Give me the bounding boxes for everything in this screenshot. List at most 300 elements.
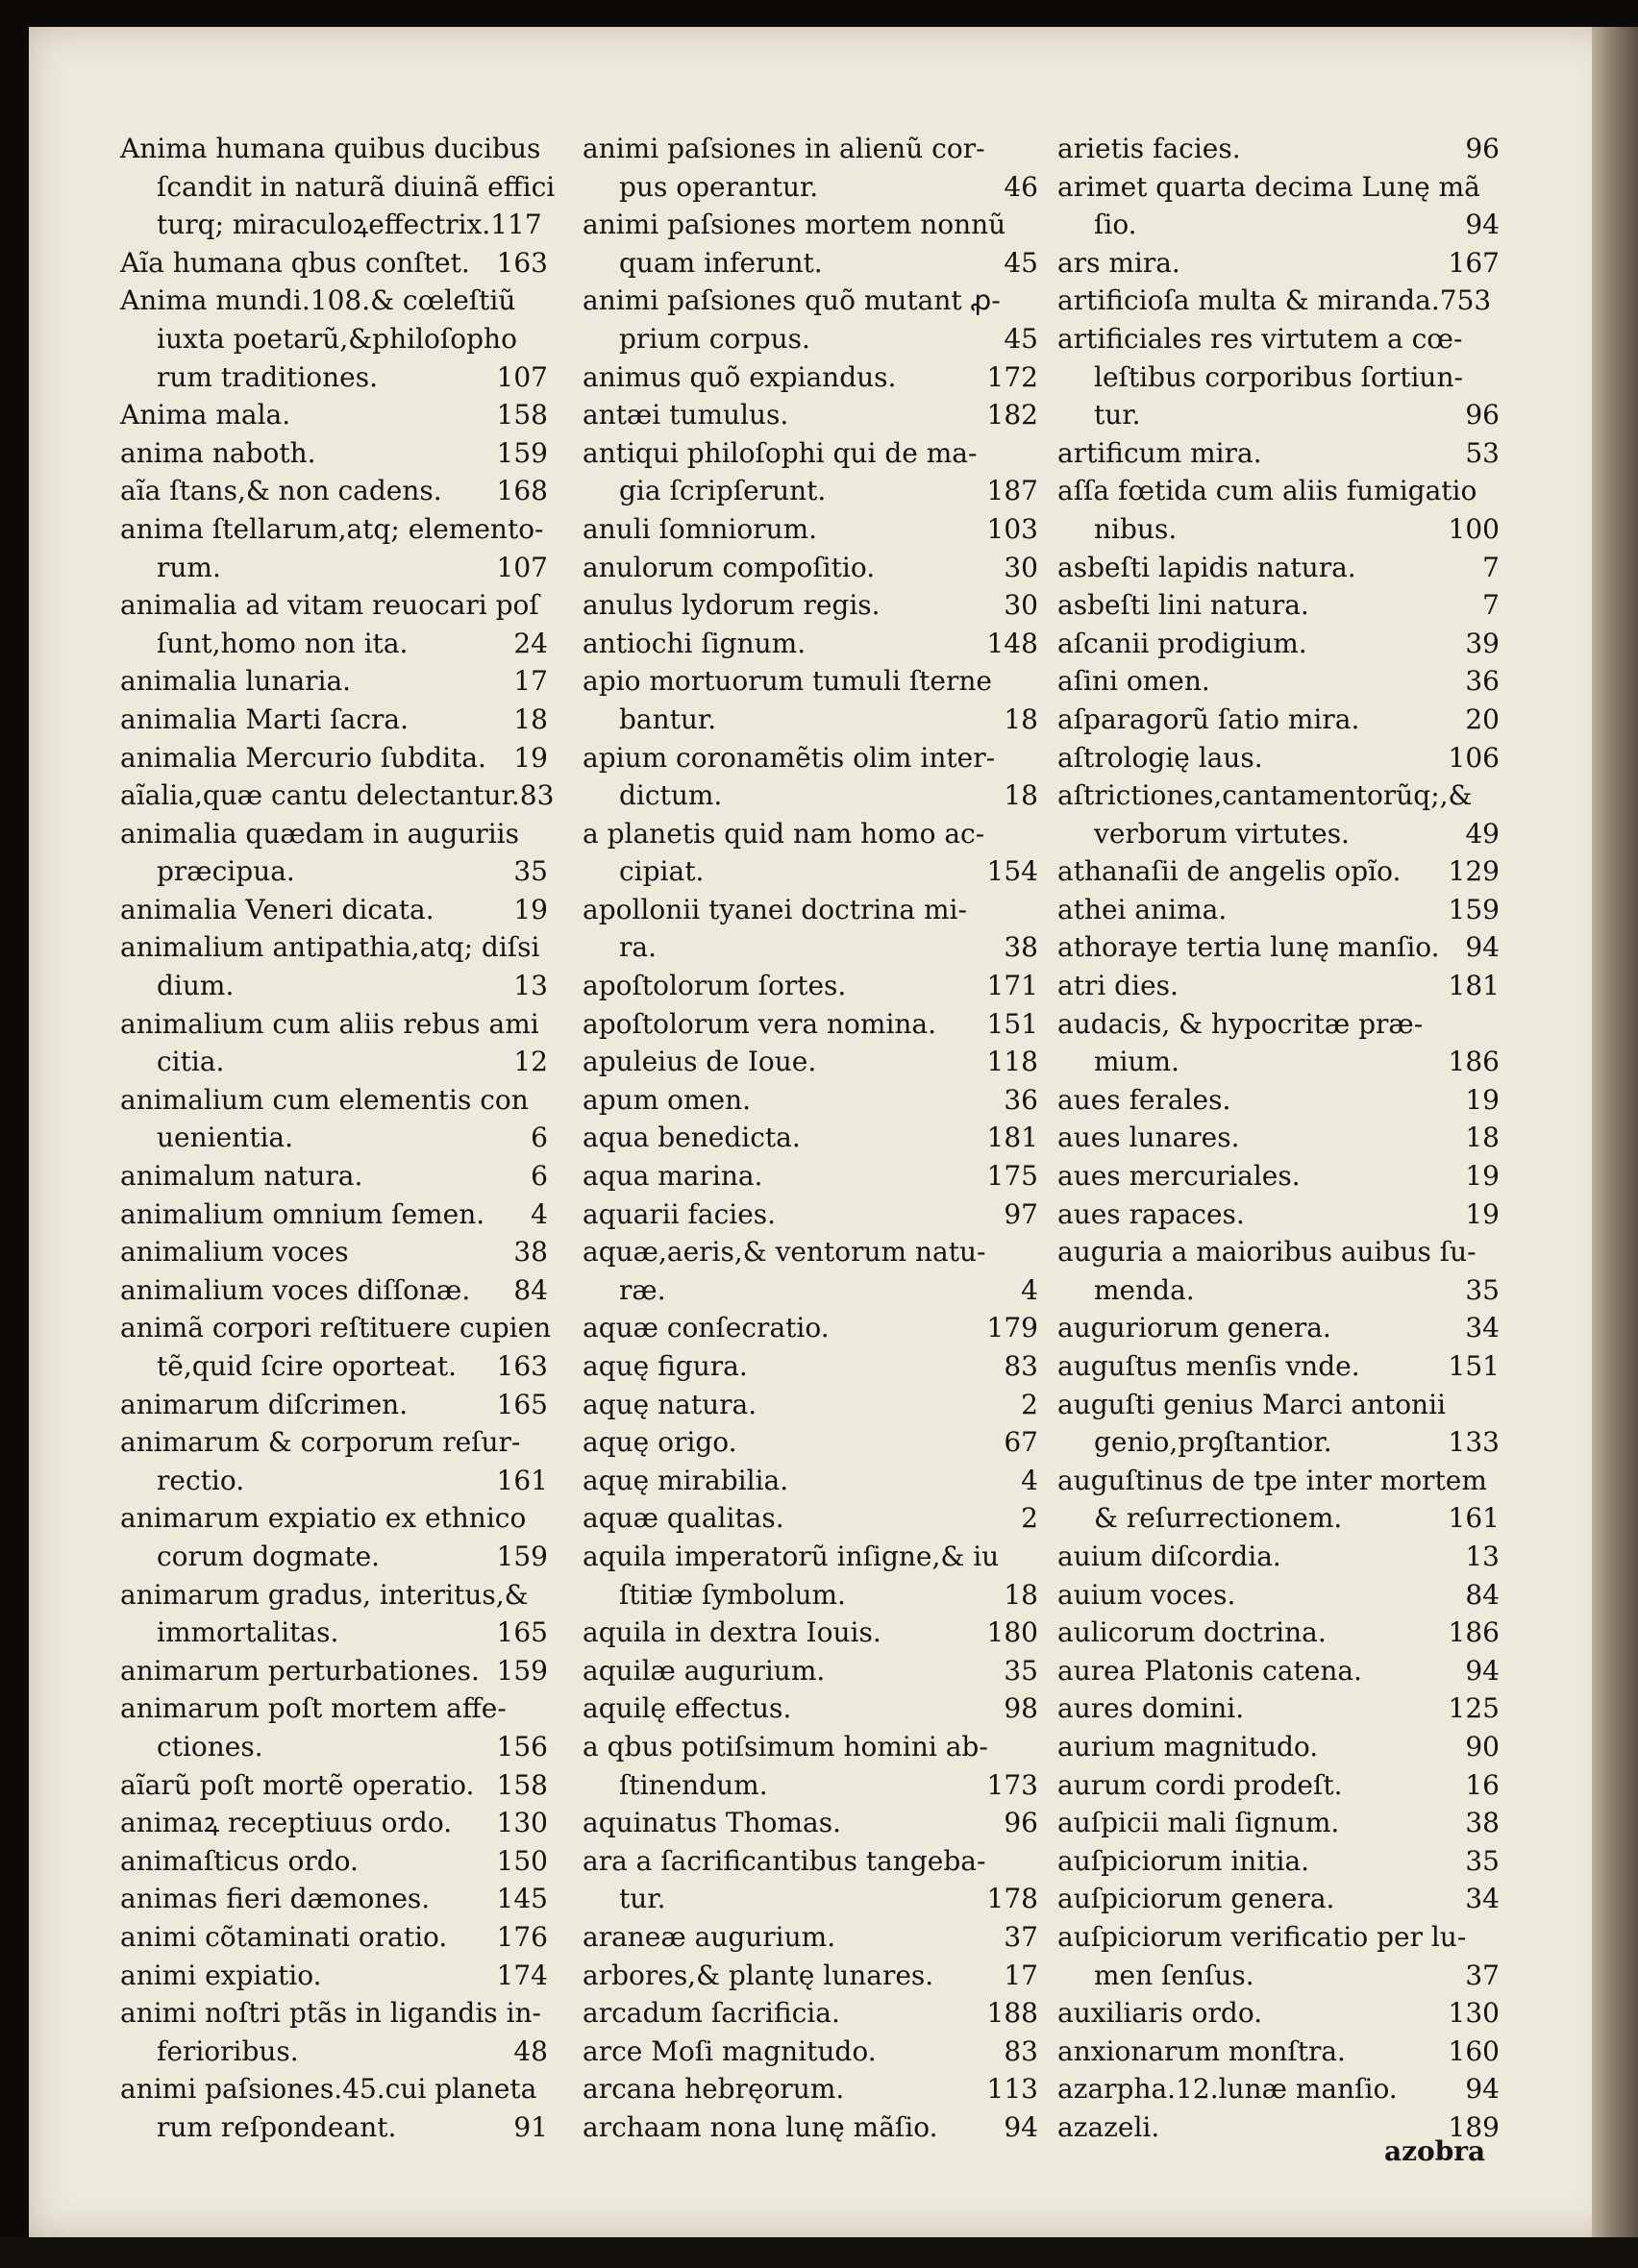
page-number: 7: [1482, 589, 1500, 622]
entry-line: [583, 2108, 1038, 2147]
entry-text: aquilæ augurium.: [583, 1654, 826, 1687]
entry-line: [583, 586, 1038, 625]
index-entry: [583, 1309, 1038, 1347]
index-entry: [120, 1386, 548, 1424]
page-number: 4: [1021, 1464, 1038, 1496]
entry-line: [120, 852, 548, 891]
index-entry: [120, 510, 548, 586]
page-number: 37: [1004, 1920, 1038, 1953]
index-entry: [1057, 1576, 1500, 1615]
page-number: 18: [513, 703, 548, 735]
entry-text: animi noſtri ptãs in ligandis in-: [120, 1997, 542, 2030]
entry-line: [1057, 1576, 1500, 1615]
page-number: 84: [513, 1273, 548, 1306]
index-entry: [1057, 1462, 1500, 1538]
entry-text: animarum gradus, interitus,&: [120, 1578, 529, 1611]
entry-text: iuxta poetarũ,&philoſopho: [157, 322, 517, 355]
page-number: 161: [496, 1464, 548, 1496]
index-entry: [1057, 777, 1500, 852]
entry-line: [1057, 739, 1500, 777]
entry-text: animaꝝ receptiuus ordo.: [120, 1807, 453, 1839]
page-number: 16: [1465, 1768, 1500, 1801]
entry-text: aquę natura.: [583, 1388, 757, 1420]
entry-text: audacis, & hypocritæ præ-: [1057, 1007, 1424, 1040]
entry-line: [120, 1689, 548, 1728]
entry-text: genio,prꝯſtantior.: [1094, 1426, 1332, 1459]
entry-text: quam inferunt.: [619, 246, 823, 279]
entry-text: tẽ,quid ſcire oporteat.: [157, 1350, 458, 1382]
entry-text: azazeli.: [1057, 2110, 1160, 2143]
index-entry: [583, 2070, 1038, 2108]
entry-line: [1057, 1538, 1500, 1576]
index-entry: [120, 777, 555, 815]
entry-text: auguſtus menſis vnde.: [1057, 1350, 1360, 1382]
page-number: 130: [496, 1807, 548, 1839]
entry-line: [120, 244, 548, 283]
index-entry: [1057, 1005, 1500, 1081]
entry-text: Aĩa humana qbus conſtet.: [120, 246, 470, 279]
page-number: 24: [513, 627, 548, 659]
entry-line: [120, 549, 548, 587]
entry-line: [120, 2070, 548, 2108]
entry-line: [1057, 1728, 1500, 1766]
entry-text: ſtitiæ ſymbolum.: [619, 1578, 846, 1611]
entry-text: auſpiciorum initia.: [1057, 1844, 1310, 1877]
entry-text: animã corpori reſtituere cupien: [120, 1312, 552, 1344]
entry-text: animi paſsiones mortem nonnũ: [583, 209, 1006, 241]
entry-text: auguſti genius Marci antonii: [1057, 1388, 1447, 1420]
page-number: 17: [1004, 1959, 1038, 1991]
entry-text: animalium omnium ſemen.: [120, 1197, 485, 1230]
entry-line: [583, 1576, 1038, 1615]
entry-line: [1057, 1043, 1500, 1081]
index-entry: [1057, 244, 1500, 283]
index-entry: [120, 1271, 548, 1310]
entry-line: [583, 510, 1038, 549]
entry-text: azarpha.12.lunæ manſio.: [1057, 2073, 1398, 2106]
entry-line: [120, 586, 548, 625]
index-entry: [120, 1652, 548, 1690]
entry-text: ara a ſacrificantibus tangeba-: [583, 1844, 986, 1877]
entry-line: [583, 1119, 1038, 1157]
entry-text: aĩa ſtans,& non cadens.: [120, 475, 442, 507]
index-entry: [1057, 1766, 1500, 1805]
entry-line: [120, 1119, 548, 1157]
index-entry: [583, 1957, 1038, 1995]
page-number: 20: [1465, 703, 1500, 735]
page-number: 36: [1465, 665, 1500, 698]
index-entry: [1057, 852, 1500, 891]
entry-text: animi paſsiones quõ mutant ꝓ-: [583, 284, 1001, 317]
entry-line: [1057, 1957, 1500, 1995]
entry-line: [1057, 2070, 1500, 2108]
page-number: 107: [496, 551, 548, 583]
page-number: 159: [496, 1654, 548, 1687]
entry-line: [583, 1957, 1038, 1995]
page-number: 38: [513, 1236, 548, 1269]
page-number: 163: [496, 246, 548, 279]
entry-text: ræ.: [619, 1273, 666, 1306]
index-entry: [120, 282, 548, 396]
entry-text: arimet quarta decima Lunę mã: [1057, 170, 1480, 203]
entry-text: præcipua.: [157, 855, 295, 888]
index-entry: [1057, 1614, 1500, 1652]
entry-line: [120, 1157, 548, 1196]
index-entry: [583, 1119, 1038, 1157]
index-entry: [120, 1918, 548, 1957]
entry-text: arietis facies.: [1057, 133, 1241, 164]
entry-line: [583, 662, 1038, 701]
page-number: 35: [1465, 1273, 1500, 1306]
index-entry: [583, 1538, 1038, 1614]
index-entry: [1057, 320, 1500, 434]
entry-line: [583, 815, 1038, 853]
index-entry: [583, 1689, 1038, 1728]
entry-line: [1057, 1005, 1500, 1044]
entry-text: auguſtinus de tpe inter mortem: [1057, 1464, 1487, 1496]
page-number: 133: [1448, 1426, 1500, 1459]
entry-line: [583, 1538, 1038, 1576]
entry-line: [1057, 1804, 1500, 1842]
page-number: 187: [986, 475, 1038, 507]
entry-line: [583, 625, 1038, 663]
page-number: 161: [1448, 1502, 1500, 1535]
entry-text: asbeſti lapidis natura.: [1057, 551, 1356, 583]
index-entry: [120, 928, 548, 1004]
page-number: 18: [1004, 703, 1038, 735]
index-entry: [583, 1423, 1038, 1462]
entry-text: aurium magnitudo.: [1057, 1730, 1319, 1763]
entry-text: aquilę effectus.: [583, 1692, 792, 1725]
entry-line: [583, 701, 1038, 739]
entry-text: aquarii facies.: [583, 1197, 777, 1230]
page-number: 36: [1004, 1083, 1038, 1116]
entry-line: [583, 168, 1038, 207]
page-number: 38: [1004, 931, 1038, 964]
page-number: 94: [1465, 931, 1500, 964]
entry-text: a qbus potiſsimum homini ab-: [583, 1730, 988, 1763]
entry-text: animas fieri dæmones.: [120, 1883, 431, 1915]
page-number: 53: [1465, 436, 1500, 469]
index-entry: [1057, 1386, 1500, 1462]
entry-text: araneæ augurium.: [583, 1920, 836, 1953]
entry-line: [1057, 1386, 1500, 1424]
entry-text: animaſticus ordo.: [120, 1844, 359, 1877]
entry-text: cipiat.: [619, 855, 705, 888]
index-entry: [1057, 1119, 1500, 1157]
page-number: 150: [496, 1844, 548, 1877]
entry-line: [583, 1309, 1038, 1347]
entry-text: aues mercuriales.: [1057, 1160, 1301, 1193]
entry-line: [1057, 1081, 1500, 1120]
page-number: 37: [1465, 1959, 1500, 1991]
entry-text: apoſtolorum ſortes.: [583, 970, 847, 1002]
page-number: 181: [1448, 970, 1500, 1002]
entry-line: [1057, 1309, 1500, 1347]
entry-text: aues lunares.: [1057, 1122, 1240, 1154]
entry-text: turq; miraculoꝝeffectrix.117: [157, 209, 542, 241]
page-number: 178: [986, 1883, 1038, 1915]
page-number: 13: [513, 970, 548, 1002]
entry-line: [1057, 358, 1500, 397]
entry-line: [120, 1804, 548, 1842]
entry-text: aſini omen.: [1057, 665, 1210, 698]
page-number: 34: [1465, 1312, 1500, 1344]
page-number: 19: [513, 741, 548, 774]
index-entry: [1057, 701, 1500, 739]
page-number: 148: [986, 627, 1038, 659]
page-number: 159: [496, 436, 548, 469]
index-entry: [120, 1804, 548, 1842]
entry-text: men ſenſus.: [1094, 1959, 1254, 1991]
entry-line: [583, 1614, 1038, 1652]
entry-line: [120, 1196, 548, 1234]
page-number: 154: [986, 855, 1038, 888]
index-entry: [583, 1005, 1038, 1044]
entry-line: [583, 777, 1038, 815]
entry-line: [120, 1309, 552, 1347]
entry-line: [1057, 244, 1500, 283]
index-entry: [583, 1347, 1038, 1386]
index-entry: [1057, 1309, 1500, 1347]
index-entry: [1057, 1728, 1500, 1766]
entry-line: [120, 396, 548, 434]
entry-text: anulus lydorum regis.: [583, 589, 881, 622]
entry-line: [583, 1766, 1038, 1805]
entry-text: gia ſcripſerunt.: [619, 475, 827, 507]
index-entry: [583, 358, 1038, 397]
entry-text: animi expiatio.: [120, 1959, 322, 1991]
entry-text: dictum.: [619, 779, 723, 812]
page-number: 186: [1448, 1616, 1500, 1649]
entry-line: [583, 1652, 1038, 1690]
page-number: 91: [513, 2110, 548, 2143]
page-number: 163: [496, 1350, 548, 1382]
entry-text: aqua marina.: [583, 1160, 763, 1193]
index-entry: [120, 891, 548, 929]
entry-line: [120, 1499, 548, 1538]
index-entry: [583, 1462, 1038, 1500]
entry-line: [120, 662, 548, 701]
entry-text: leſtibus corporibus ſortiun-: [1094, 360, 1463, 393]
entry-text: aquinatus Thomas.: [583, 1807, 841, 1839]
index-entry: [583, 1386, 1038, 1424]
index-entry: [120, 586, 548, 662]
page-number: 90: [1465, 1730, 1500, 1763]
entry-text: dium.: [157, 970, 235, 1002]
index-entry: [1057, 549, 1500, 587]
entry-line: [120, 1576, 548, 1615]
index-entry: [120, 1957, 548, 1995]
entry-line: [1057, 282, 1500, 320]
entry-line: [583, 320, 1038, 358]
page-number: 6: [531, 1122, 548, 1154]
index-entry: [583, 1918, 1038, 1957]
page-number: 118: [986, 1046, 1038, 1078]
entry-text: apum omen.: [583, 1083, 752, 1116]
index-entry: [583, 1196, 1038, 1234]
index-entry: [583, 2108, 1038, 2147]
page-number: 48: [513, 2034, 548, 2067]
index-entry: [583, 739, 1038, 815]
index-entry: [583, 1994, 1038, 2033]
entry-text: animalia quædam in auguriis: [120, 817, 520, 850]
index-entry: [1057, 967, 1500, 1005]
entry-text: aues rapaces.: [1057, 1197, 1245, 1230]
entry-line: [120, 2108, 548, 2147]
index-entry: [583, 1157, 1038, 1196]
entry-text: animalia lunaria.: [120, 665, 352, 698]
page-number: 165: [496, 1388, 548, 1420]
index-entry: [1057, 2033, 1500, 2071]
entry-line: [1057, 662, 1500, 701]
entry-text: apio mortuorum tumuli ſterne: [583, 665, 992, 698]
entry-text: nibus.: [1094, 512, 1178, 545]
entry-text: aquila in dextra Iouis.: [583, 1616, 881, 1649]
page-number: 107: [496, 360, 548, 393]
entry-line: [120, 625, 548, 663]
page-number: 19: [1465, 1083, 1500, 1116]
entry-text: ferioribus.: [157, 2034, 299, 2067]
entry-text: asbeſti lini natura.: [1057, 589, 1309, 622]
entry-text: animalia Marti ſacra.: [120, 703, 410, 735]
page-number: 67: [1004, 1426, 1038, 1459]
entry-text: animi paſsiones.45.cui planeta: [120, 2073, 537, 2106]
entry-line: [120, 1081, 548, 1120]
entry-text: Anima mala.: [120, 399, 291, 431]
index-entry: [120, 1081, 548, 1157]
entry-text: anima ſtellarum,atq; elemento-: [120, 512, 544, 545]
index-entry: [120, 130, 556, 244]
entry-text: aſcanii prodigium.: [1057, 627, 1307, 659]
entry-text: ars mira.: [1057, 246, 1180, 279]
entry-text: aſtrictiones,cantamentorũq;,&: [1057, 779, 1473, 812]
entry-line: [1057, 1994, 1500, 2033]
index-entry: [120, 1689, 548, 1765]
entry-line: [1057, 777, 1500, 815]
index-entry: [1057, 1196, 1500, 1234]
page-number: 45: [1004, 246, 1038, 279]
entry-line: [120, 1842, 548, 1881]
entry-text: animarum diſcrimen.: [120, 1388, 409, 1420]
entry-text: animalia ad vitam reuocari poſ: [120, 589, 539, 622]
entry-text: citia.: [157, 1046, 225, 1078]
entry-line: [120, 358, 548, 397]
page-number: 94: [1465, 209, 1500, 241]
entry-text: prium corpus.: [619, 322, 810, 355]
page-number: 189: [1448, 2110, 1500, 2143]
page-number: 18: [1465, 1122, 1500, 1154]
page-number: 2: [1021, 1388, 1038, 1420]
page-number: 38: [1465, 1807, 1500, 1839]
entry-text: auium diſcordia.: [1057, 1540, 1281, 1572]
entry-text: animalum natura.: [120, 1160, 363, 1193]
entry-text: tur.: [619, 1883, 666, 1915]
entry-line: [1057, 1652, 1500, 1690]
entry-text: aquę figura.: [583, 1350, 748, 1382]
entry-text: aqua benedicta.: [583, 1122, 801, 1154]
entry-line: [120, 1005, 548, 1044]
index-entry: [120, 1766, 548, 1805]
page-number: 39: [1465, 627, 1500, 659]
entry-line: [583, 358, 1038, 397]
page-number: 175: [986, 1160, 1038, 1193]
entry-text: antiqui philoſophi qui de ma-: [583, 436, 978, 469]
entry-text: aĩalia,quæ cantu delectantur.83: [120, 779, 555, 812]
entry-text: apium coronamẽtis olim inter-: [583, 741, 996, 774]
entry-text: animarum perturbationes.: [120, 1654, 480, 1687]
entry-text: immortalitas.: [157, 1616, 339, 1649]
entry-line: [120, 891, 548, 929]
page-number: 188: [986, 1997, 1038, 2030]
entry-line: [120, 739, 548, 777]
entry-line: [120, 434, 548, 473]
page-number: 34: [1465, 1883, 1500, 1915]
entry-line: [120, 206, 548, 244]
entry-text: auxiliaris ordo.: [1057, 1997, 1263, 2030]
entry-line: [1057, 1233, 1500, 1271]
index-entry: [120, 1576, 548, 1652]
page-number: 17: [513, 665, 548, 698]
page-number: 129: [1448, 855, 1500, 888]
entry-line: [120, 1462, 548, 1500]
entry-line: [583, 1081, 1038, 1120]
page-number: 84: [1465, 1578, 1500, 1611]
entry-text: artificioſa multa & miranda.753: [1057, 284, 1492, 317]
entry-line: [1057, 852, 1500, 891]
entry-line: [120, 1423, 548, 1462]
index-entry: [1057, 1918, 1500, 1994]
entry-line: [120, 1271, 548, 1310]
entry-line: [583, 1499, 1038, 1538]
entry-text: aquę mirabilia.: [583, 1464, 789, 1496]
entry-text: animalium cum elementis con: [120, 1083, 529, 1116]
page-number: 46: [1004, 170, 1038, 203]
index-entry: [1057, 2070, 1500, 2108]
entry-text: uenientia.: [157, 1122, 293, 1154]
index-entry: [120, 1994, 548, 2070]
entry-line: [1057, 130, 1500, 168]
entry-line: [120, 1538, 548, 1576]
entry-line: [120, 777, 555, 815]
index-entry: [120, 244, 548, 283]
entry-line: [120, 1386, 548, 1424]
page-number: 94: [1465, 1654, 1500, 1687]
index-entry: [1057, 1233, 1500, 1309]
index-entry: [120, 1499, 548, 1575]
entry-line: [120, 130, 548, 168]
page-number: 35: [513, 855, 548, 888]
entry-line: [120, 320, 548, 358]
entry-line: [1057, 472, 1500, 510]
entry-line: [120, 510, 548, 549]
index-entry: [1057, 434, 1500, 473]
entry-line: [1057, 1614, 1500, 1652]
index-entry: [1057, 130, 1500, 168]
index-entry: [1057, 1689, 1500, 1728]
page-number: 156: [496, 1730, 548, 1763]
entry-line: [1057, 1196, 1500, 1234]
entry-line: [583, 244, 1038, 283]
entry-line: [583, 739, 1038, 777]
page-number: 159: [1448, 893, 1500, 925]
catchword: azobra: [1384, 2135, 1486, 2167]
entry-line: [1057, 396, 1500, 434]
index-entry: [583, 510, 1038, 549]
entry-text: antiochi ſignum.: [583, 627, 807, 659]
entry-line: [583, 1994, 1038, 2033]
entry-text: animalium antipathia,atq; diſsi: [120, 931, 540, 964]
